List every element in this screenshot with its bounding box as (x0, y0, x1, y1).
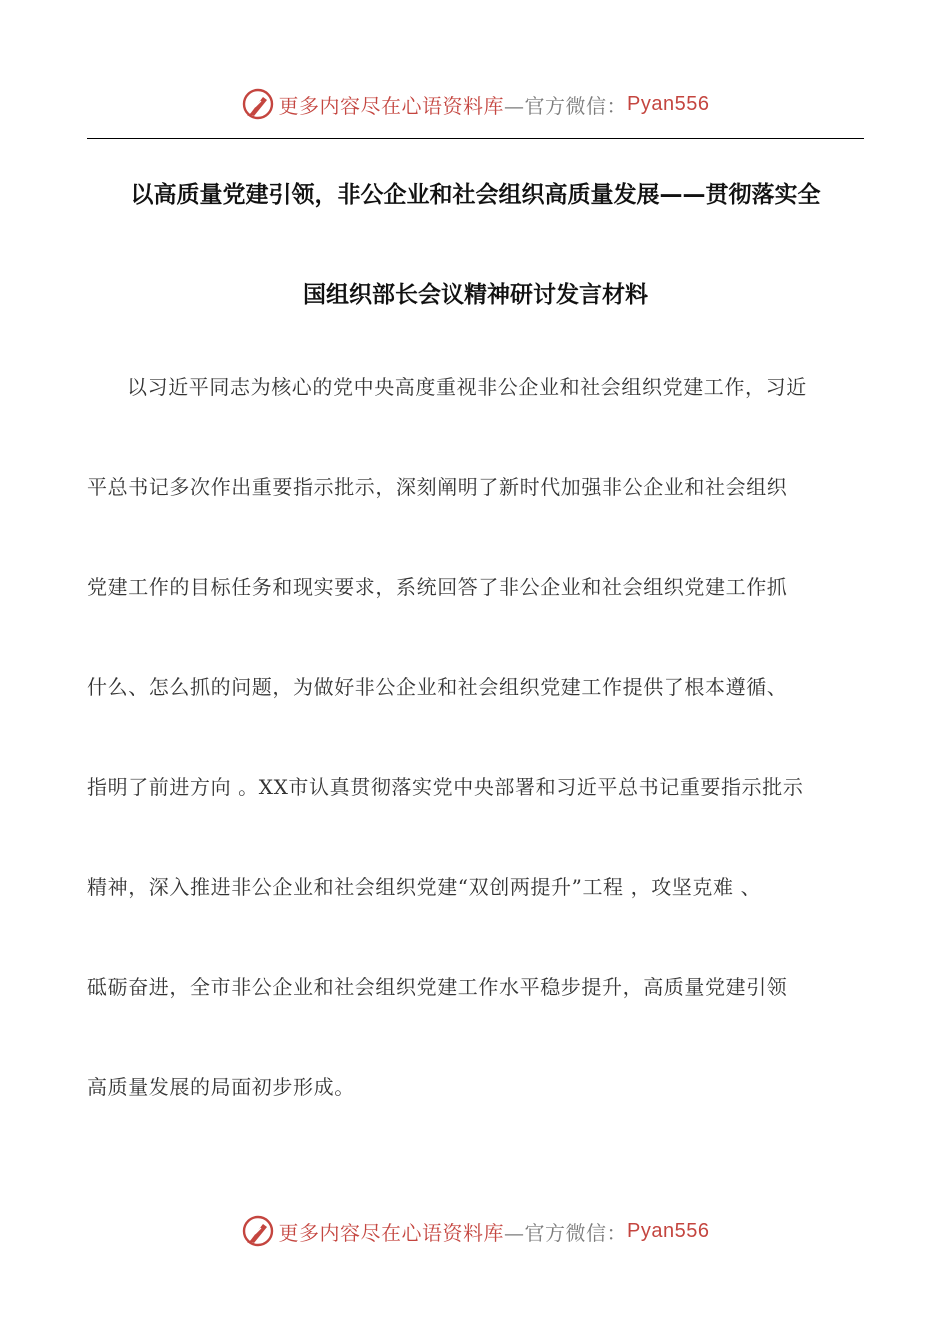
banner-brand-text: 更多内容尽在心语资料库 (278, 93, 505, 118)
body-line: 指明了前进方向 。XX市认真贯彻落实党中央部署和习近平总书记重要指示批示 (87, 775, 804, 799)
banner-wechat-id: Pyan556 (627, 1219, 710, 1242)
pen-nib-logo-icon (241, 87, 275, 121)
body-line: 什么、怎么抓的问题，为做好非公企业和社会组织党建工作提供了根本遵循、 (87, 675, 788, 699)
banner-wechat-id: Pyan556 (627, 92, 710, 115)
body-paragraph (87, 362, 864, 1112)
banner-official-label: —官方微信： (504, 1220, 628, 1245)
body-line: 砥砺奋进，全市非公企业和社会组织党建工作水平稳步提升，高质量党建引领 (87, 975, 788, 999)
body-line: 精神，深入推进非公企业和社会组织党建“双创两提升”工程 ，攻坚克难 、 (87, 875, 762, 899)
header-rule (87, 138, 864, 139)
title-line-1: 以高质量党建引领，非公企业和社会组织高质量发展——贯彻落实全 (130, 182, 821, 208)
document-title (87, 170, 864, 320)
body-line: 党建工作的目标任务和现实要求，系统回答了非公企业和社会组织党建工作抓 (87, 575, 788, 599)
title-line-2: 国组织部长会议精神研讨发言材料 (303, 282, 648, 308)
header-banner (0, 84, 950, 124)
body-line: 平总书记多次作出重要指示批示，深刻阐明了新时代加强非公企业和社会组织 (87, 475, 788, 499)
banner-brand-text: 更多内容尽在心语资料库 (278, 1220, 505, 1245)
footer-banner (0, 1211, 950, 1251)
body-line: 高质量发展的局面初步形成。 (87, 1075, 355, 1099)
pen-nib-logo-icon (241, 1214, 275, 1248)
body-line: 以习近平同志为核心的党中央高度重视非公企业和社会组织党建工作，习近 (127, 375, 807, 399)
banner-official-label: —官方微信： (504, 93, 628, 118)
